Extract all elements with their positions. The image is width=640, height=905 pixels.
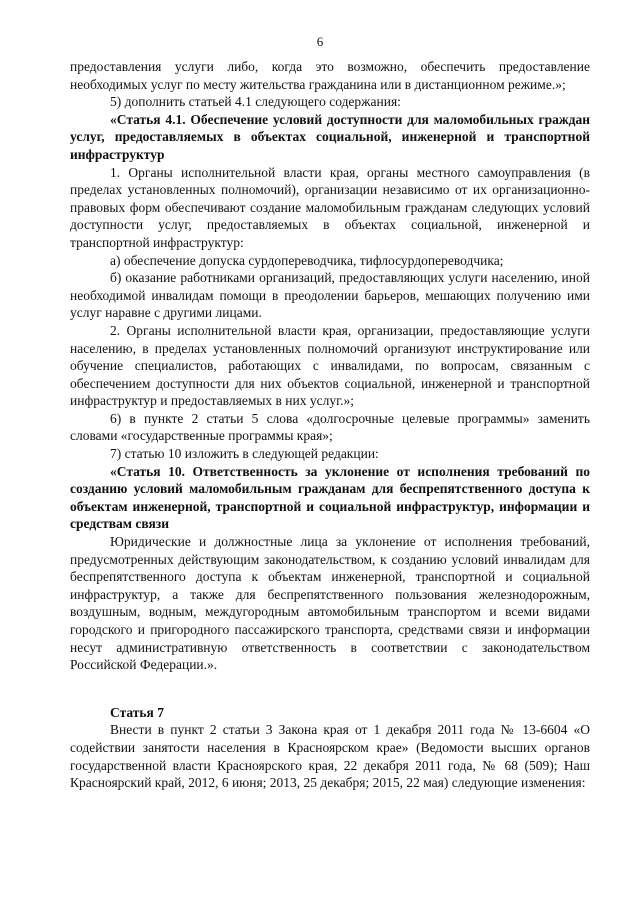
article-7-text: Внести в пункт 2 статьи 3 Закона края от 1 декабря 2011 года № 13-6604 «О содействии занятости населения в Красноярском крае» (Ведомости высших органов государственной власти Красноярского края, 22 декабря 2011 года, № 68 (509); Наш Красноярский край, 2012, 6 июня; 2013, 25 декабря; 2015, 22 мая) следующие изменения: — [70, 722, 590, 791]
article-7-heading: Статья 7 — [110, 704, 164, 720]
amendment-item-7: 7) статью 10 изложить в следующей редакции: — [110, 446, 379, 462]
paragraph-continuation: предоставления услуги либо, когда это возможно, обеспечить предоставление необходимых услуг по месту жительства гражданина или в дистанционном режиме.»; — [70, 59, 590, 92]
article-4-1-subclause-a: а) обеспечение допуска сурдопереводчика, тифлосурдопереводчика; — [110, 252, 504, 268]
document-body — [70, 58, 590, 792]
article-4-1-clause-1: 1. Органы исполнительной власти края, органы местного самоуправления (в пределах установленных полномочий), организации независимо от их организационно-правовых форм обеспечивают создание маломобильным гражданам следующих условий доступности услуг, предоставляемых в объектах социальной, инженерной и транспортной инфраструктур: — [70, 164, 590, 250]
article-4-1-clause-2: 2. Органы исполнительной власти края, организации, предоставляющие услуги населению, в пределах установленных полномочий организуют инструктирование или обучение специалистов, работающих с инвалидами, по вопросам, связанным с обеспечением доступности для них объектов социальной, инженерной и транспортной инфраструктур и предоставляемых в них услуг.»; — [70, 322, 590, 409]
article-4-1-subclause-b: б) оказание работниками организаций, предоставляющих услуги населению, иной необходимой инвалидам помощи в преодолении барьеров, мешающих получению ими услуг наравне с другими лицами. — [70, 270, 590, 321]
amendment-item-5: 5) дополнить статьей 4.1 следующего содержания: — [110, 94, 401, 110]
article-4-1-heading: «Статья 4.1. Обеспечение условий доступности для маломобильных граждан услуг, предоставляемых в объектах социальной, инженерной и транспортной инфраструктур — [70, 111, 590, 162]
section-spacer — [70, 674, 590, 704]
page-number: 6 — [316, 34, 324, 49]
amendment-item-6: 6) в пункте 2 статьи 5 слова «долгосрочные целевые программы» заменить словами «государственные программы края»; — [70, 410, 590, 444]
article-10-heading: «Статья 10. Ответственность за уклонение от исполнения требований по созданию условий маломобильным гражданам для беспрепятственного доступа к объектам инженерной, транспортной и социальной инфраструктур, информации и средствам связи — [70, 463, 590, 532]
article-10-text: Юридические и должностные лица за уклонение от исполнения требований, предусмотренных действующим законодательством, к созданию условий инвалидам для беспрепятственного доступа к объектам инженерной, транспортной и социальной инфраструктур, а также для беспрепятственного пользования железнодорожным, воздушным, водным, междугородным автомобильным транспортом и всеми видами городского и пригородного пассажирского транспорта, средствами связи и информации несут административную ответственность в соответствии с законодательством Российской Федерации.». — [70, 534, 590, 673]
